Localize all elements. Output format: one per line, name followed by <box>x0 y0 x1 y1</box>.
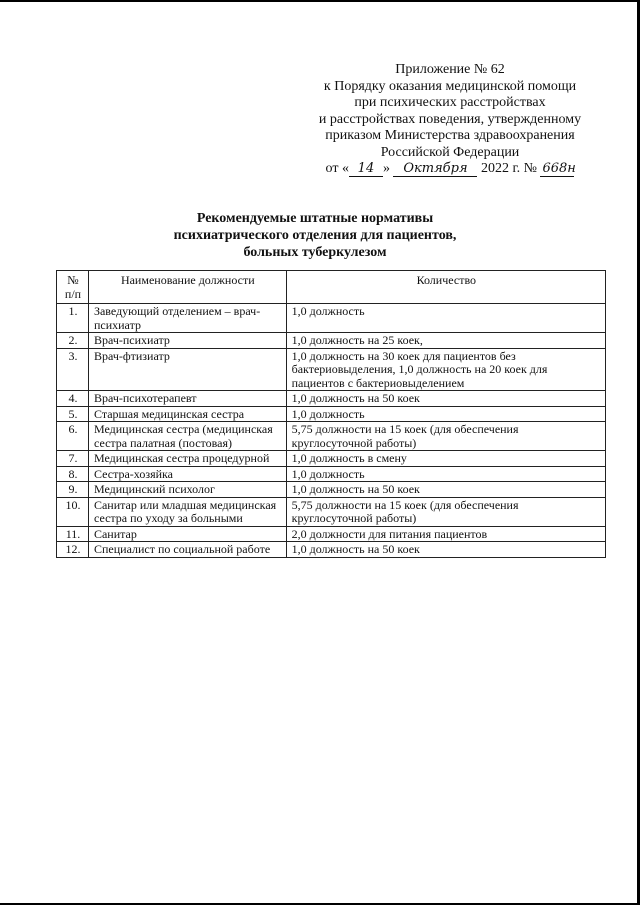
table-row: 10. Санитар или младшая медицинская сестра по уходу за больными 5,75 должности на 15 коек (для обеспечения круглосуточной работы) <box>57 497 606 526</box>
appendix-line: к Порядку оказания медицинской помощи <box>323 78 577 94</box>
handwritten-day: 14 <box>349 162 383 177</box>
header-name: Наименование должности <box>88 271 286 304</box>
appendix-header <box>300 62 600 178</box>
document-title: Рекомендуемые штатные нормативы психиатрического отделения для пациентов, больных туберкулезом <box>173 211 457 260</box>
handwritten-order-number: 668н <box>542 161 576 176</box>
appendix-number: Приложение № 62 <box>395 62 505 77</box>
table-row: 5. Старшая медицинская сестра 1,0 должность <box>57 406 606 422</box>
appendix-line: Российской Федерации <box>380 144 520 160</box>
table-row: 8. Сестра-хозяйка 1,0 должность <box>57 466 606 482</box>
header-num: № п/п <box>57 271 89 304</box>
scan-edge-top <box>0 0 640 2</box>
table-row: 11. Санитар 2,0 должности для питания пациентов <box>57 526 606 542</box>
appendix-line: приказом Министерства здравоохранения <box>325 128 575 143</box>
table-row: 2. Врач-психиатр 1,0 должность на 25 коек, <box>57 333 606 349</box>
appendix-line: и расстройствах поведения, утвержденному <box>318 111 582 127</box>
handwritten-month: Октября <box>393 162 477 177</box>
table-row: 6. Медицинская сестра (медицинская сестра палатная (постовая) 5,75 должности на 15 коек (для обеспечения круглосуточной работы) <box>57 422 606 451</box>
table-row: 3. Врач-фтизиатр 1,0 должность на 30 коек для пациентов без бактериовыделения, 1,0 должность на 20 коек для пациентов с бактериовыделением <box>57 348 606 391</box>
table-row: 7. Медицинская сестра процедурной 1,0 должность в смену <box>57 451 606 467</box>
header-qty: Количество <box>286 271 605 304</box>
table-row: 12. Специалист по социальной работе 1,0 должность на 50 коек <box>57 542 606 558</box>
staff-norms-table <box>56 270 606 558</box>
appendix-line: при психических расстройствах <box>354 95 546 110</box>
order-date-line: от « 14 » Октября 2022 г. № 668н <box>325 161 576 176</box>
table-header-row <box>57 271 606 304</box>
table-row: 4. Врач-психотерапевт 1,0 должность на 50 коек <box>57 391 606 407</box>
table-row: 9. Медицинский психолог 1,0 должность на 50 коек <box>57 482 606 498</box>
table-row: 1. Заведующий отделением – врач-психиатр 1,0 должность <box>57 304 606 333</box>
